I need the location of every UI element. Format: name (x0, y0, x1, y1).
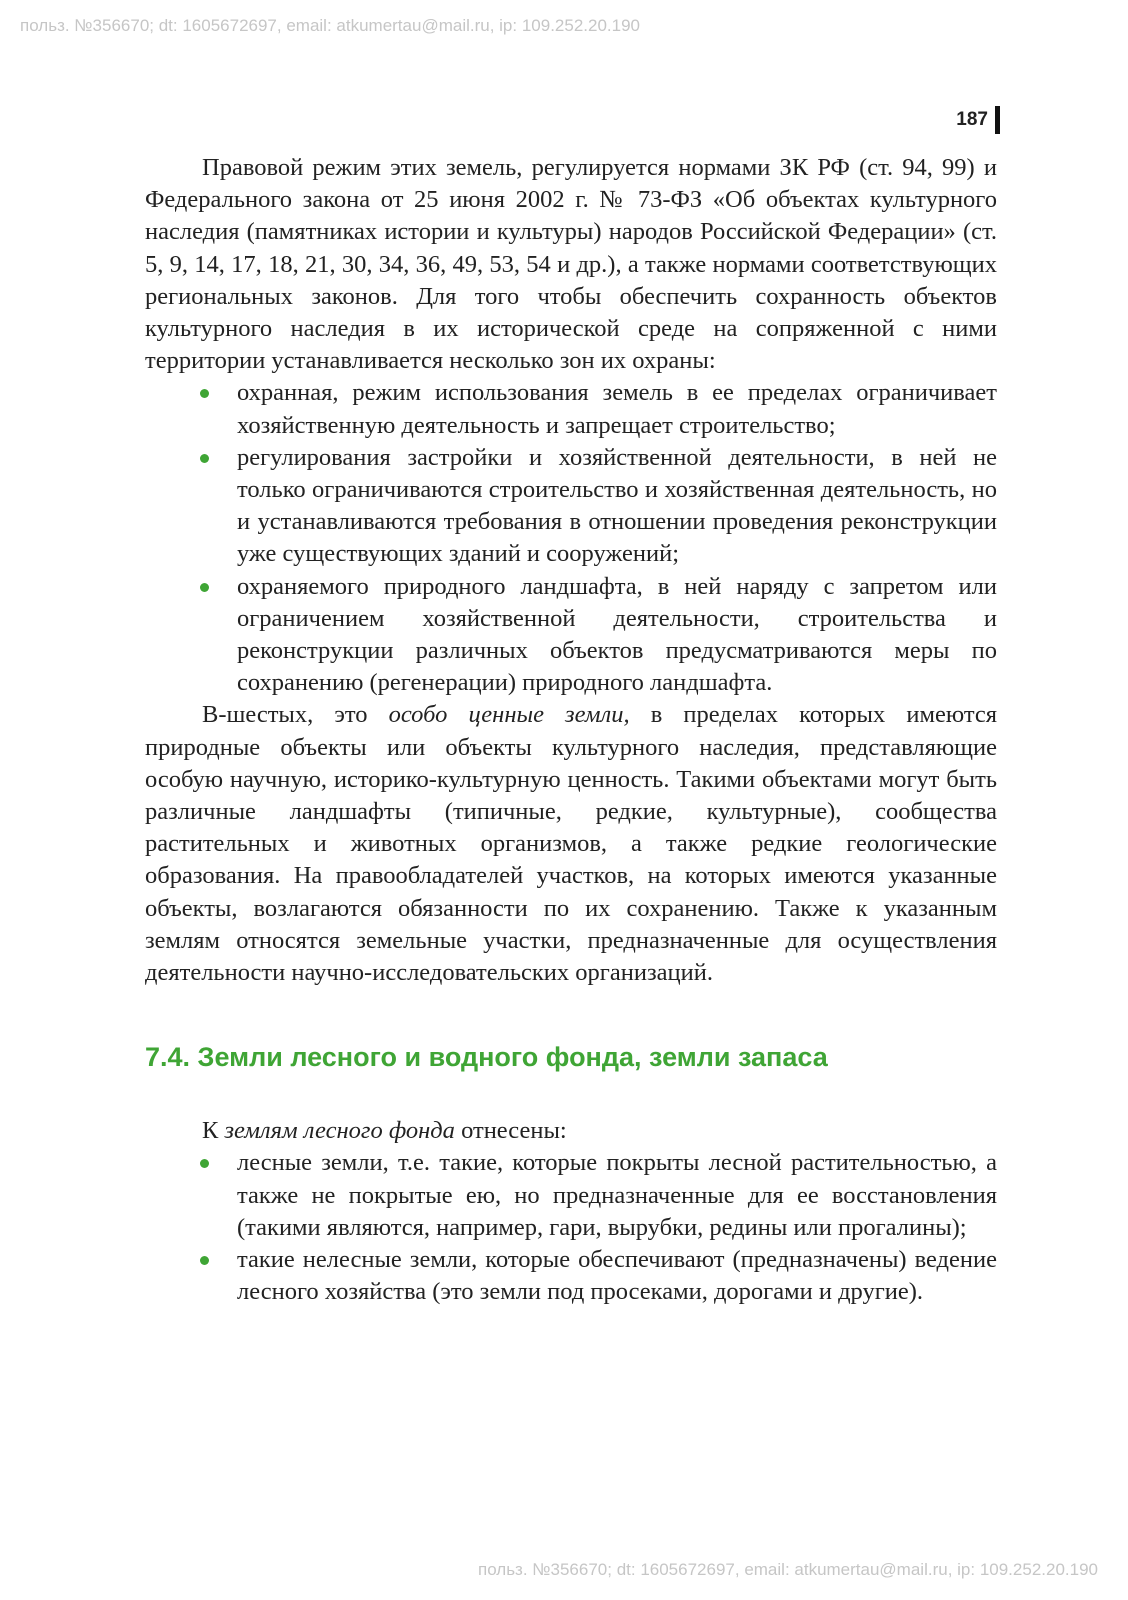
page-number (956, 106, 1000, 134)
forest-italic-term: землям лесного фонда (224, 1117, 455, 1145)
bullet-icon (200, 454, 209, 463)
list-item (237, 442, 997, 571)
list-item (237, 571, 997, 700)
protection-zones-list (145, 377, 997, 699)
forest-rest: отнесены: (454, 1117, 567, 1145)
list-item (237, 377, 997, 441)
intro-paragraph: Правовой режим этих земель, регулируется нормами ЗК РФ (ст. 94, 99) и Федерального закона от 25 июня 2002 г. № 73-ФЗ «Об объектах культурного наследия (памятниках истории и культуры) народов Российской Федерации» (ст. 5, 9, 14, 17, 18, 21, 30, 34, 36, 49, 53, 54 и др.), а также нормами соответствующих региональных законов. Для того чтобы обеспечить сохранность объектов культурного наследия в их исторической среде на сопряженной с ними территории устанавливается несколько зон их охраны: (145, 154, 997, 375)
section-heading: 7.4. Земли лесного и водного фонда, земли запаса (145, 1042, 828, 1073)
watermark-bottom: польз. №356670; dt: 1605672697, email: atkumertau@mail.ru, ip: 109.252.20.190 (477, 1560, 1098, 1579)
list-item-text: такие нелесные земли, которые обеспечивают (предназначены) ведение лесного хозяйства (это земли под просеками, дорогами и другие). (237, 1246, 997, 1306)
sixth-italic-term: особо ценные земли, (388, 701, 630, 729)
page-number-text: 187 (956, 109, 988, 130)
bullet-icon (200, 1256, 209, 1265)
watermark-top: польз. №356670; dt: 1605672697, email: atkumertau@mail.ru, ip: 109.252.20.190 (20, 16, 641, 35)
list-item (237, 1147, 997, 1244)
forest-fund-paragraph (145, 1115, 997, 1147)
list-item-text: регулирования застройки и хозяйственной деятельности, в ней не только ограничиваются строительство и хозяйственная деятельность, но и устанавливаются требования в отношении проведения реконструкции уже существующих зданий и сооружений; (237, 443, 997, 568)
sixth-category-paragraph (145, 699, 997, 989)
list-item (237, 1244, 997, 1308)
sixth-lead: В-шестых, это (202, 701, 389, 729)
forest-lead: К (202, 1117, 225, 1145)
sixth-rest: в пределах которых имеются природные объекты или объекты культурного наследия, представляющие особую научную, историко-культурную ценность. Такими объектами могут быть различные ландшафты (типичные, редкие, культурные), сообщества растительных и животных организмов, а также редкие геологические образования. На правообладателей участков, на которых имеются указанные объекты, возлагаются обязанности по их сохранению. Также к указанным землям относятся земельные участки, предназначенные для осуществления деятельности научно-исследовательских организаций. (145, 701, 997, 987)
bullet-icon (200, 583, 209, 592)
bullet-icon (200, 1159, 209, 1168)
page-body (145, 152, 997, 1309)
forest-fund-list (145, 1147, 997, 1308)
bullet-icon (200, 389, 209, 398)
list-item-text: лесные земли, т.е. такие, которые покрыты лесной растительностью, а также не покрытые ею, но предназначенные для ее восстановления (такими являются, например, гари, вырубки, редины или прогалины); (237, 1149, 997, 1241)
page-number-bar (995, 106, 1000, 134)
list-item-text: охраняемого природного ландшафта, в ней наряду с запретом или ограничением хозяйственной деятельности, строительства и реконструкции различных объектов предусматриваются меры по сохранению (регенерации) природного ландшафта. (237, 572, 997, 697)
list-item-text: охранная, режим использования земель в ее пределах ограничивает хозяйственную деятельность и запрещает строительство; (237, 379, 997, 439)
